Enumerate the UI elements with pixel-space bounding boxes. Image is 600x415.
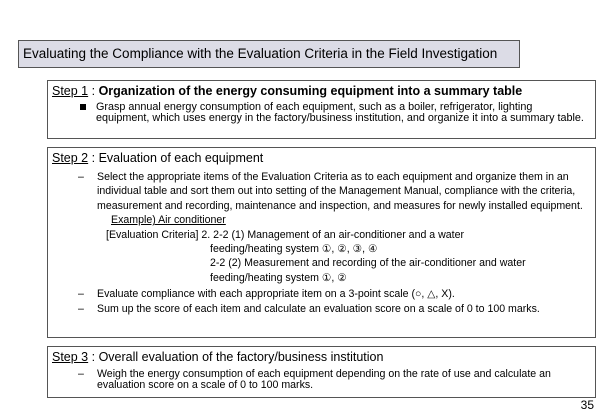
dash-bullet-icon: –	[78, 302, 84, 315]
step3-item-text: Weigh the energy consumption of each equipment depending on the rate of use and calculate an evaluation score on a scale of 0 to 100 marks.	[97, 368, 551, 391]
step2-heading-row	[48, 148, 595, 166]
step2-box	[47, 147, 596, 338]
step1-separator: :	[88, 84, 99, 98]
step1-heading-row	[48, 81, 595, 99]
dash-bullet-icon: –	[78, 288, 84, 301]
step2-label: Step 2	[52, 151, 89, 165]
step3-box	[47, 346, 596, 398]
page-number: 35	[580, 398, 594, 412]
criteria-row-3	[48, 256, 595, 270]
step2-item-sum	[48, 302, 595, 316]
dash-bullet-icon: –	[78, 368, 84, 380]
criteria-line-4: feeding/heating system ①, ②	[210, 271, 347, 284]
step2-separator: :	[88, 151, 99, 165]
step3-label: Step 3	[52, 350, 89, 364]
step1-label: Step 1	[52, 84, 89, 98]
example-label: Example) Air conditioner	[111, 214, 226, 227]
step3-item	[48, 369, 595, 391]
step1-item	[48, 102, 595, 124]
step2-item3-text: Sum up the score of each item and calculate an evaluation score on a scale of 0 to 100 marks.	[97, 302, 540, 315]
step2-item-evaluate	[48, 287, 595, 301]
criteria-line-1: 2. 2-2 (1) Management of an air-conditioner and a water	[201, 228, 465, 241]
step1-box	[47, 80, 596, 139]
step3-heading-row	[48, 347, 595, 365]
example-heading	[48, 213, 595, 227]
step3-separator: :	[88, 350, 99, 364]
criteria-row-1	[48, 228, 595, 242]
criteria-row-4	[48, 271, 595, 285]
criteria-label: [Evaluation Criteria]	[106, 228, 199, 241]
step1-heading: Organization of the energy consuming equipment into a summary table	[98, 84, 523, 98]
criteria-row-2	[48, 242, 595, 256]
step3-heading: Overall evaluation of the factory/business institution	[98, 350, 384, 364]
step2-item1-text: Select the appropriate items of the Evaluation Criteria as to each equipment and organize them in an individual table and sort them out into setting of the Management Manual, compliance with the criteria, measurement and recording, maintenance and inspection, and measures for newly installed equipment.	[97, 171, 583, 212]
criteria-line-2: feeding/heating system ①, ②, ③, ④	[210, 243, 378, 256]
dash-bullet-icon: –	[78, 171, 84, 183]
square-bullet-icon	[80, 104, 86, 110]
step2-item2-text: Evaluate compliance with each appropriate item on a 3-point scale (○, △, X).	[97, 288, 455, 301]
step2-heading: Evaluation of each equipment	[98, 151, 264, 165]
slide-title: Evaluating the Compliance with the Evaluation Criteria in the Field Investigation	[18, 40, 520, 68]
criteria-line-3: 2-2 (2) Measurement and recording of the air-conditioner and water	[210, 257, 526, 270]
step1-item-text: Grasp annual energy consumption of each equipment, such as a boiler, refrigerator, lighting equipment, which uses energy in the factory/business institution, and organize it into a summary table.	[96, 101, 584, 124]
step2-item-select	[48, 170, 595, 213]
